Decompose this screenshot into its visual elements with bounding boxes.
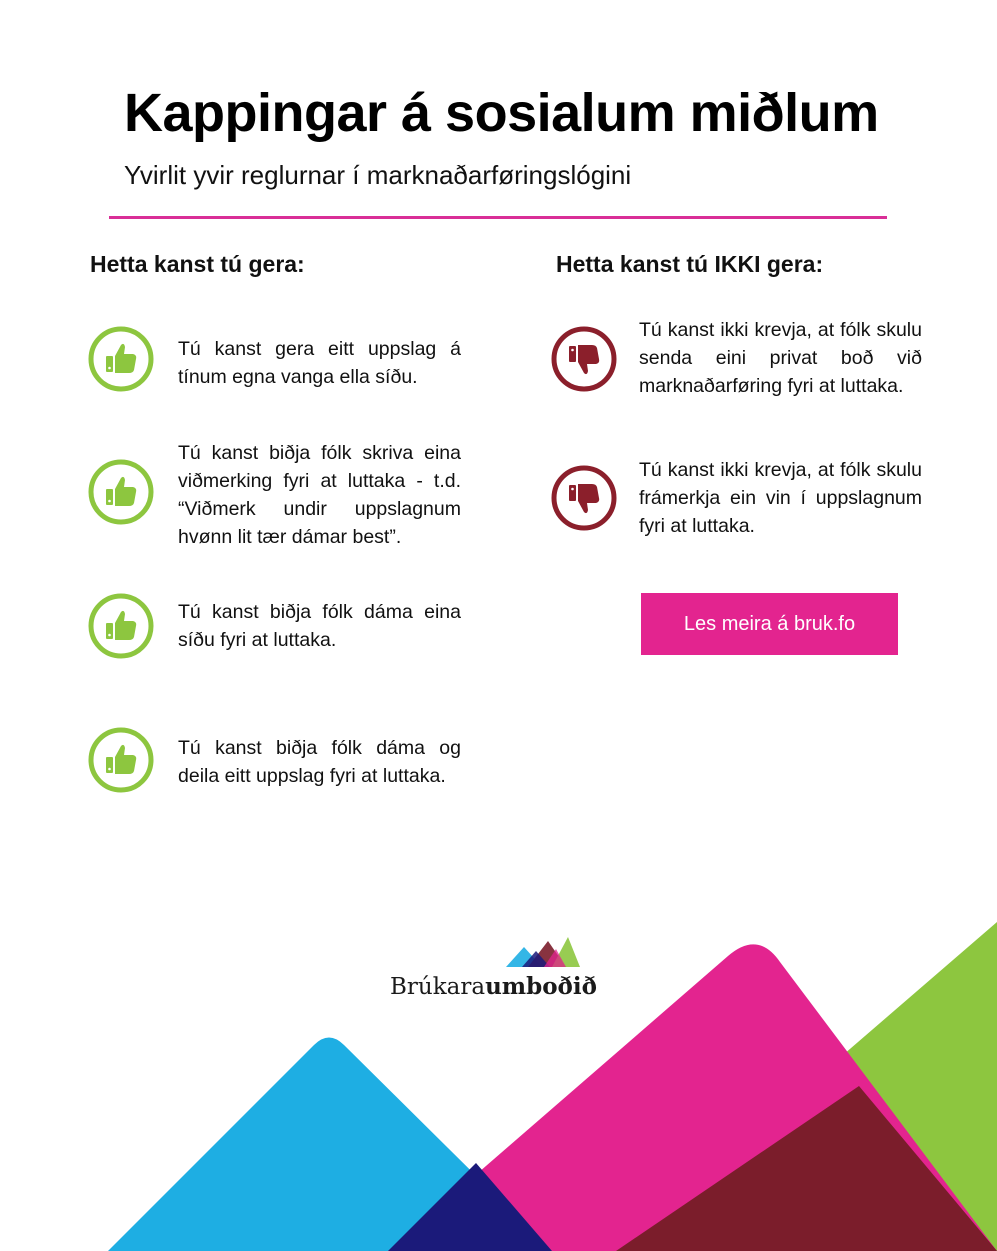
thumbs-down-icon xyxy=(550,325,618,393)
logo-text-bold: umboðið xyxy=(485,973,597,1000)
allowed-heading: Hetta kanst tú gera: xyxy=(90,251,305,277)
thumbs-up-icon xyxy=(87,458,155,526)
logo-text-regular: Brúkara xyxy=(390,974,486,1000)
not-allowed-heading: Hetta kanst tú IKKI gera: xyxy=(556,251,824,277)
divider xyxy=(109,216,887,219)
allowed-item-text: Tú kanst gera eitt uppslag á tínum egna vanga ella síðu. xyxy=(178,338,461,388)
thumbs-up-icon xyxy=(87,592,155,660)
mountains-graphic xyxy=(0,900,997,1251)
page-subtitle: Yvirlit yvir reglurnar í marknaðarføringslógini xyxy=(124,160,632,190)
not-allowed-item-text: Tú kanst ikki krevja, at fólk skulu senda eini privat boð við marknaðarføring fyri at luttaka. xyxy=(639,319,922,397)
thumbs-up-icon xyxy=(87,726,155,794)
thumbs-up-icon xyxy=(87,325,155,393)
page-title: Kappingar á sosialum miðlum xyxy=(124,83,879,143)
allowed-item-text: Tú kanst biðja fólk skriva eina viðmerking fyri at luttaka - t.d. “Viðmerk undir uppslagnum hvønn lit tær dámar best”. xyxy=(178,442,461,548)
allowed-item-text: Tú kanst biðja fólk dáma eina síðu fyri at luttaka. xyxy=(178,601,461,651)
thumbs-down-icon xyxy=(550,464,618,532)
logo-mark xyxy=(504,935,584,969)
logo-wordmark xyxy=(390,973,597,1000)
not-allowed-item-text: Tú kanst ikki krevja, at fólk skulu frámerkja ein vin í uppslagnum fyri at luttaka. xyxy=(639,459,922,537)
allowed-item-text: Tú kanst biðja fólk dáma og deila eitt uppslag fyri at luttaka. xyxy=(178,737,461,787)
read-more-button[interactable]: Les meira á bruk.fo xyxy=(641,593,898,655)
